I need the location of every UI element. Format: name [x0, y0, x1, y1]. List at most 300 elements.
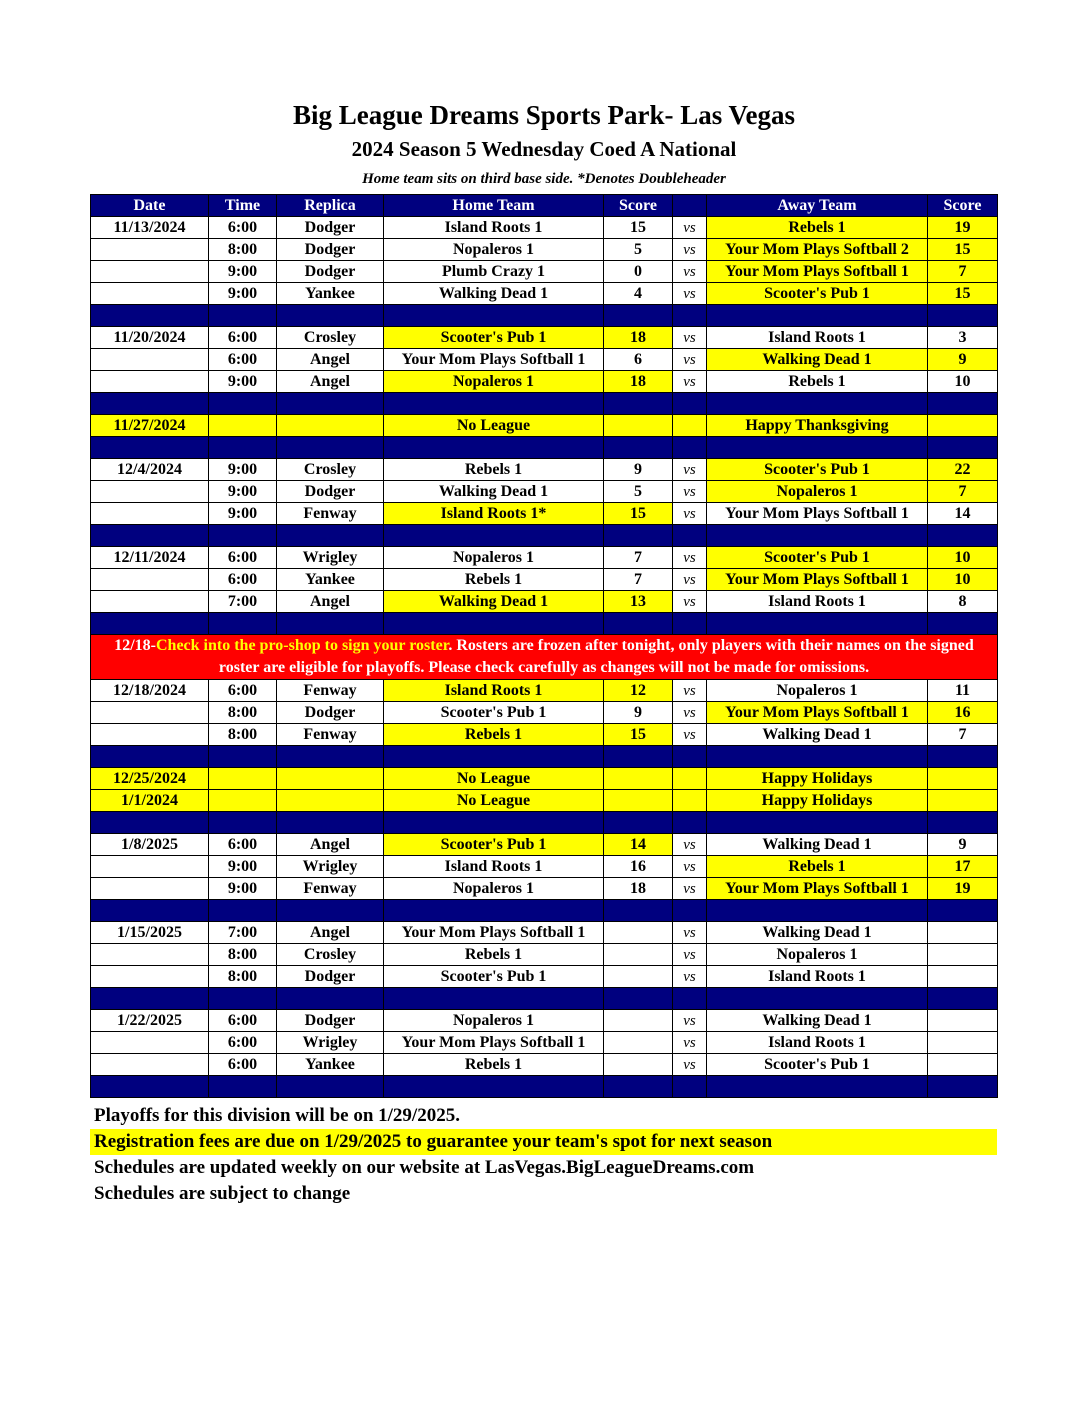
game-row: [91, 1054, 998, 1076]
separator-cell: [277, 305, 384, 327]
away-team-cell: Nopaleros 1: [707, 680, 928, 702]
home-score-cell: 15: [604, 724, 673, 746]
time-cell: [209, 768, 277, 790]
separator-row: [91, 613, 998, 635]
away-score-cell: 3: [928, 327, 998, 349]
away-team-cell: Happy Holidays: [707, 768, 928, 790]
time-cell: 6:00: [209, 349, 277, 371]
vs-cell: vs: [673, 922, 707, 944]
replica-cell: Wrigley: [277, 1032, 384, 1054]
home-score-cell: 18: [604, 878, 673, 900]
vs-cell: vs: [673, 878, 707, 900]
separator-cell: [707, 613, 928, 635]
home-team-cell: Rebels 1: [384, 459, 604, 481]
vs-cell: vs: [673, 217, 707, 239]
separator-cell: [384, 988, 604, 1010]
separator-cell: [928, 305, 998, 327]
separator-cell: [928, 393, 998, 415]
holiday-row: [91, 768, 998, 790]
vs-cell: vs: [673, 481, 707, 503]
away-team-cell: Your Mom Plays Softball 2: [707, 239, 928, 261]
date-cell: 11/27/2024: [91, 415, 209, 437]
replica-cell: Yankee: [277, 1054, 384, 1076]
separator-cell: [673, 437, 707, 459]
replica-cell: Dodger: [277, 239, 384, 261]
vs-cell: vs: [673, 327, 707, 349]
roster-notice: [91, 635, 998, 680]
date-cell: 11/13/2024: [91, 217, 209, 239]
col-date: Date: [91, 195, 209, 217]
away-team-cell: Walking Dead 1: [707, 834, 928, 856]
separator-cell: [673, 746, 707, 768]
separator-cell: [604, 1076, 673, 1098]
col-vs: [673, 195, 707, 217]
separator-cell: [277, 988, 384, 1010]
game-row: [91, 1032, 998, 1054]
replica-cell: Yankee: [277, 283, 384, 305]
date-cell: [91, 702, 209, 724]
game-row: [91, 591, 998, 613]
home-team-cell: Your Mom Plays Softball 1: [384, 922, 604, 944]
separator-cell: [707, 1076, 928, 1098]
away-team-cell: Your Mom Plays Softball 1: [707, 878, 928, 900]
separator-cell: [209, 900, 277, 922]
notice-text: . Rosters are frozen after tonight, only players with their names on the signed roster are eligible for playoffs. Please check carefully as changes will not be made for omissions.: [218, 637, 974, 676]
home-score-cell: [604, 944, 673, 966]
away-score-cell: 9: [928, 834, 998, 856]
away-score-cell: [928, 768, 998, 790]
game-row: [91, 856, 998, 878]
away-score-cell: [928, 944, 998, 966]
away-team-cell: Walking Dead 1: [707, 724, 928, 746]
separator-cell: [277, 900, 384, 922]
away-team-cell: Nopaleros 1: [707, 944, 928, 966]
date-cell: [91, 1032, 209, 1054]
time-cell: 8:00: [209, 966, 277, 988]
home-score-cell: 15: [604, 217, 673, 239]
away-score-cell: [928, 415, 998, 437]
game-row: [91, 547, 998, 569]
date-cell: [91, 283, 209, 305]
away-score-cell: [928, 922, 998, 944]
home-score-cell: [604, 966, 673, 988]
game-row: [91, 1010, 998, 1032]
game-row: [91, 834, 998, 856]
time-cell: 9:00: [209, 481, 277, 503]
footer-playoffs: Playoffs for this division will be on 1/29/2025.: [94, 1105, 460, 1126]
home-team-cell: Walking Dead 1: [384, 283, 604, 305]
vs-cell: vs: [673, 547, 707, 569]
away-team-cell: Scooter's Pub 1: [707, 459, 928, 481]
replica-cell: Angel: [277, 922, 384, 944]
away-score-cell: 7: [928, 261, 998, 283]
game-row: [91, 261, 998, 283]
separator-cell: [673, 393, 707, 415]
away-team-cell: Island Roots 1: [707, 327, 928, 349]
home-score-cell: 7: [604, 547, 673, 569]
away-team-cell: Island Roots 1: [707, 1032, 928, 1054]
date-cell: 12/4/2024: [91, 459, 209, 481]
replica-cell: Wrigley: [277, 856, 384, 878]
home-score-cell: 5: [604, 481, 673, 503]
game-row: [91, 503, 998, 525]
separator-row: [91, 988, 998, 1010]
vs-cell: vs: [673, 349, 707, 371]
date-cell: [91, 261, 209, 283]
home-team-cell: Scooter's Pub 1: [384, 327, 604, 349]
replica-cell: Crosley: [277, 459, 384, 481]
vs-cell: vs: [673, 371, 707, 393]
separator-cell: [384, 812, 604, 834]
away-score-cell: 14: [928, 503, 998, 525]
col-home-score: Score: [604, 195, 673, 217]
separator-cell: [673, 900, 707, 922]
home-team-cell: Scooter's Pub 1: [384, 702, 604, 724]
date-cell: 1/8/2025: [91, 834, 209, 856]
replica-cell: [277, 790, 384, 812]
separator-cell: [707, 305, 928, 327]
notice-row: [91, 635, 998, 680]
page-title: Big League Dreams Sports Park- Las Vegas: [292, 100, 796, 130]
date-cell: [91, 371, 209, 393]
table-header: [91, 195, 998, 217]
away-score-cell: [928, 966, 998, 988]
col-away-score: Score: [928, 195, 998, 217]
separator-cell: [384, 525, 604, 547]
away-team-cell: Your Mom Plays Softball 1: [707, 702, 928, 724]
away-score-cell: 9: [928, 349, 998, 371]
page-subtitle: 2024 Season 5 Wednesday Coed A National: [351, 137, 737, 161]
separator-cell: [707, 746, 928, 768]
away-score-cell: [928, 790, 998, 812]
vs-cell: vs: [673, 944, 707, 966]
vs-cell: vs: [673, 724, 707, 746]
separator-cell: [384, 613, 604, 635]
vs-cell: vs: [673, 283, 707, 305]
vs-cell: vs: [673, 1054, 707, 1076]
notice-prefix: 12/18-: [114, 637, 156, 654]
date-cell: [91, 569, 209, 591]
home-team-cell: No League: [384, 415, 604, 437]
away-score-cell: 16: [928, 702, 998, 724]
away-score-cell: 7: [928, 724, 998, 746]
time-cell: 6:00: [209, 547, 277, 569]
replica-cell: Dodger: [277, 702, 384, 724]
replica-cell: Fenway: [277, 724, 384, 746]
home-team-cell: No League: [384, 768, 604, 790]
separator-cell: [91, 988, 209, 1010]
time-cell: 9:00: [209, 459, 277, 481]
away-score-cell: 11: [928, 680, 998, 702]
replica-cell: Yankee: [277, 569, 384, 591]
separator-cell: [707, 988, 928, 1010]
time-cell: 6:00: [209, 569, 277, 591]
vs-cell: vs: [673, 261, 707, 283]
separator-cell: [604, 525, 673, 547]
separator-cell: [277, 437, 384, 459]
away-score-cell: 8: [928, 591, 998, 613]
separator-cell: [707, 393, 928, 415]
col-replica: Replica: [277, 195, 384, 217]
replica-cell: Angel: [277, 591, 384, 613]
footer-website: Schedules are updated weekly on our website at LasVegas.BigLeagueDreams.com: [94, 1157, 755, 1178]
time-cell: 8:00: [209, 239, 277, 261]
home-score-cell: 13: [604, 591, 673, 613]
separator-cell: [604, 900, 673, 922]
replica-cell: [277, 768, 384, 790]
home-score-cell: 9: [604, 459, 673, 481]
holiday-row: [91, 415, 998, 437]
date-cell: 11/20/2024: [91, 327, 209, 349]
separator-cell: [209, 812, 277, 834]
vs-cell: vs: [673, 966, 707, 988]
home-team-cell: Island Roots 1*: [384, 503, 604, 525]
separator-cell: [384, 305, 604, 327]
time-cell: 9:00: [209, 503, 277, 525]
separator-cell: [91, 393, 209, 415]
time-cell: 6:00: [209, 1054, 277, 1076]
footer-disclaimer: Schedules are subject to change: [94, 1183, 351, 1204]
replica-cell: Dodger: [277, 261, 384, 283]
date-cell: [91, 724, 209, 746]
away-score-cell: 17: [928, 856, 998, 878]
replica-cell: Dodger: [277, 217, 384, 239]
home-team-cell: Walking Dead 1: [384, 591, 604, 613]
game-row: [91, 966, 998, 988]
date-cell: [91, 1054, 209, 1076]
home-team-cell: Nopaleros 1: [384, 371, 604, 393]
separator-row: [91, 305, 998, 327]
separator-cell: [384, 746, 604, 768]
home-score-cell: 18: [604, 327, 673, 349]
home-score-cell: 9: [604, 702, 673, 724]
game-row: [91, 724, 998, 746]
away-team-cell: Rebels 1: [707, 371, 928, 393]
separator-cell: [604, 613, 673, 635]
home-score-cell: 4: [604, 283, 673, 305]
separator-cell: [277, 525, 384, 547]
separator-cell: [707, 525, 928, 547]
separator-cell: [604, 393, 673, 415]
date-cell: [91, 856, 209, 878]
home-score-cell: 0: [604, 261, 673, 283]
home-team-cell: Rebels 1: [384, 569, 604, 591]
separator-cell: [209, 1076, 277, 1098]
away-score-cell: 15: [928, 239, 998, 261]
home-score-cell: 18: [604, 371, 673, 393]
home-team-cell: Your Mom Plays Softball 1: [384, 349, 604, 371]
footer-registration: Registration fees are due on 1/29/2025 to guarantee your team's spot for next season: [90, 1129, 997, 1155]
separator-cell: [928, 613, 998, 635]
separator-cell: [209, 746, 277, 768]
separator-row: [91, 393, 998, 415]
away-score-cell: 15: [928, 283, 998, 305]
separator-row: [91, 746, 998, 768]
away-team-cell: Walking Dead 1: [707, 922, 928, 944]
away-team-cell: Island Roots 1: [707, 966, 928, 988]
game-row: [91, 569, 998, 591]
separator-cell: [707, 900, 928, 922]
game-row: [91, 349, 998, 371]
col-time: Time: [209, 195, 277, 217]
game-row: [91, 459, 998, 481]
date-cell: 12/18/2024: [91, 680, 209, 702]
vs-cell: [673, 768, 707, 790]
time-cell: 6:00: [209, 1032, 277, 1054]
game-row: [91, 217, 998, 239]
separator-cell: [707, 437, 928, 459]
vs-cell: vs: [673, 503, 707, 525]
time-cell: 6:00: [209, 834, 277, 856]
separator-cell: [928, 988, 998, 1010]
away-score-cell: 7: [928, 481, 998, 503]
date-cell: [91, 481, 209, 503]
away-team-cell: Your Mom Plays Softball 1: [707, 569, 928, 591]
game-row: [91, 239, 998, 261]
time-cell: 9:00: [209, 856, 277, 878]
home-score-cell: [604, 790, 673, 812]
col-home-team: Home Team: [384, 195, 604, 217]
home-score-cell: [604, 1054, 673, 1076]
date-cell: 1/1/2024: [91, 790, 209, 812]
page-note: Home team sits on third base side. *Denotes Doubleheader: [362, 171, 726, 187]
away-team-cell: Rebels 1: [707, 217, 928, 239]
away-team-cell: Walking Dead 1: [707, 1010, 928, 1032]
time-cell: 6:00: [209, 1010, 277, 1032]
away-score-cell: 19: [928, 878, 998, 900]
home-score-cell: [604, 768, 673, 790]
separator-row: [91, 1076, 998, 1098]
vs-cell: vs: [673, 1010, 707, 1032]
replica-cell: Fenway: [277, 878, 384, 900]
separator-cell: [91, 305, 209, 327]
separator-cell: [673, 525, 707, 547]
home-score-cell: [604, 415, 673, 437]
holiday-row: [91, 790, 998, 812]
vs-cell: vs: [673, 834, 707, 856]
separator-row: [91, 437, 998, 459]
separator-cell: [209, 305, 277, 327]
time-cell: 9:00: [209, 878, 277, 900]
separator-cell: [91, 437, 209, 459]
separator-cell: [673, 812, 707, 834]
separator-cell: [384, 393, 604, 415]
vs-cell: vs: [673, 680, 707, 702]
separator-cell: [707, 812, 928, 834]
separator-cell: [928, 437, 998, 459]
away-score-cell: 19: [928, 217, 998, 239]
separator-row: [91, 525, 998, 547]
home-score-cell: [604, 1010, 673, 1032]
separator-cell: [91, 746, 209, 768]
date-cell: 12/11/2024: [91, 547, 209, 569]
time-cell: 8:00: [209, 724, 277, 746]
vs-cell: [673, 415, 707, 437]
time-cell: 9:00: [209, 371, 277, 393]
separator-cell: [277, 1076, 384, 1098]
time-cell: 7:00: [209, 922, 277, 944]
home-team-cell: Walking Dead 1: [384, 481, 604, 503]
time-cell: [209, 790, 277, 812]
home-score-cell: 15: [604, 503, 673, 525]
home-team-cell: Plumb Crazy 1: [384, 261, 604, 283]
separator-cell: [384, 1076, 604, 1098]
home-score-cell: [604, 1032, 673, 1054]
home-team-cell: Island Roots 1: [384, 680, 604, 702]
home-score-cell: 14: [604, 834, 673, 856]
away-team-cell: Island Roots 1: [707, 591, 928, 613]
separator-cell: [91, 613, 209, 635]
away-team-cell: Walking Dead 1: [707, 349, 928, 371]
away-team-cell: Your Mom Plays Softball 1: [707, 261, 928, 283]
separator-cell: [928, 900, 998, 922]
time-cell: 6:00: [209, 217, 277, 239]
replica-cell: Dodger: [277, 481, 384, 503]
home-team-cell: Island Roots 1: [384, 217, 604, 239]
replica-cell: [277, 415, 384, 437]
date-cell: 12/25/2024: [91, 768, 209, 790]
separator-cell: [604, 988, 673, 1010]
vs-cell: vs: [673, 591, 707, 613]
replica-cell: Wrigley: [277, 547, 384, 569]
separator-cell: [91, 900, 209, 922]
replica-cell: Angel: [277, 349, 384, 371]
game-row: [91, 481, 998, 503]
away-score-cell: 10: [928, 569, 998, 591]
separator-cell: [384, 437, 604, 459]
separator-cell: [91, 812, 209, 834]
time-cell: 7:00: [209, 591, 277, 613]
away-team-cell: Scooter's Pub 1: [707, 1054, 928, 1076]
vs-cell: vs: [673, 1032, 707, 1054]
vs-cell: vs: [673, 702, 707, 724]
separator-cell: [277, 746, 384, 768]
date-cell: 1/22/2025: [91, 1010, 209, 1032]
date-cell: 1/15/2025: [91, 922, 209, 944]
separator-row: [91, 900, 998, 922]
date-cell: [91, 349, 209, 371]
away-team-cell: Happy Thanksgiving: [707, 415, 928, 437]
home-score-cell: 6: [604, 349, 673, 371]
home-team-cell: Nopaleros 1: [384, 239, 604, 261]
date-cell: [91, 966, 209, 988]
date-cell: [91, 944, 209, 966]
separator-cell: [604, 305, 673, 327]
away-team-cell: Scooter's Pub 1: [707, 283, 928, 305]
away-score-cell: 10: [928, 547, 998, 569]
separator-cell: [928, 1076, 998, 1098]
away-team-cell: Rebels 1: [707, 856, 928, 878]
time-cell: 8:00: [209, 944, 277, 966]
separator-cell: [673, 1076, 707, 1098]
separator-cell: [91, 525, 209, 547]
separator-cell: [277, 613, 384, 635]
home-team-cell: Nopaleros 1: [384, 547, 604, 569]
date-cell: [91, 239, 209, 261]
separator-cell: [673, 305, 707, 327]
separator-cell: [209, 525, 277, 547]
time-cell: [209, 415, 277, 437]
time-cell: 9:00: [209, 283, 277, 305]
home-team-cell: Rebels 1: [384, 944, 604, 966]
separator-cell: [209, 988, 277, 1010]
home-score-cell: 16: [604, 856, 673, 878]
separator-cell: [209, 437, 277, 459]
away-score-cell: 22: [928, 459, 998, 481]
home-team-cell: Rebels 1: [384, 724, 604, 746]
separator-cell: [277, 812, 384, 834]
separator-cell: [673, 613, 707, 635]
